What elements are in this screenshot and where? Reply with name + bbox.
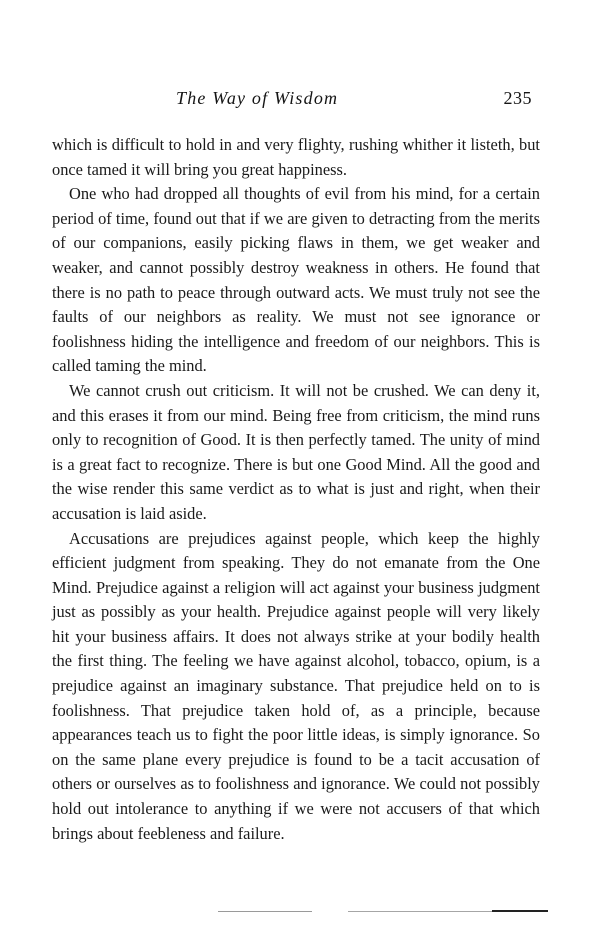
scan-edge-rule — [492, 910, 548, 912]
paragraph-continued: which is difficult to hold in and very flighty, rushing whither it listeth, but once tamed it will bring you great happiness. — [52, 135, 540, 179]
running-head — [52, 88, 540, 112]
running-title: The Way of Wisdom — [176, 88, 339, 108]
paragraph: Accusations are prejudices against people, which keep the highly efficient judgment from speaking. They do not emanate from the One Mind. Prejudice against a religion will act against your business judgment just as possibly as your health. Prejudice against people will very likely hit your business affairs. It does not always strike at your bodily health the first thing. The feeling we have against alcohol, tobacco, opium, is a prejudice against an imaginary substance. That prejudice held on to is foolishness. That prejudice taken hold of, as a principle, because appearances teach us to fight the poor little ideas, is simply ignorance. So on the same plane every prejudice is found to be a tacit accusation of others or ourselves as to foolishness and ignorance. We could not possibly hold out intolerance to anything if we were not accusers of that which brings about feebleness and failure. — [52, 528, 540, 843]
scan-edge-rule — [348, 911, 492, 912]
body-text — [52, 133, 540, 846]
page-number: 235 — [503, 88, 532, 108]
paragraph: One who had dropped all thoughts of evil from his mind, for a certain period of time, found out that if we are given to detracting from the merits of our companions, easily picking flaws in them, we get weaker and weaker, and cannot possibly destroy weakness in others. He found that there is no path to peace through outward acts. We must truly not see the faults of our neighbors as reality. We must not see ignorance or foolishness hiding the intelligence and freedom of our neighbors. This is called taming the mind. — [52, 184, 540, 376]
paragraph: We cannot crush out criticism. It will not be crushed. We can deny it, and this erases it from our mind. Being free from criticism, the mind runs only to recognition of Good. It is then perfectly tamed. The unity of mind is a great fact to recognize. There is but one Good Mind. All the good and the wise render this same verdict as to what is just and right, when their accusation is laid aside. — [52, 380, 540, 523]
scan-edge-rule — [218, 911, 312, 912]
